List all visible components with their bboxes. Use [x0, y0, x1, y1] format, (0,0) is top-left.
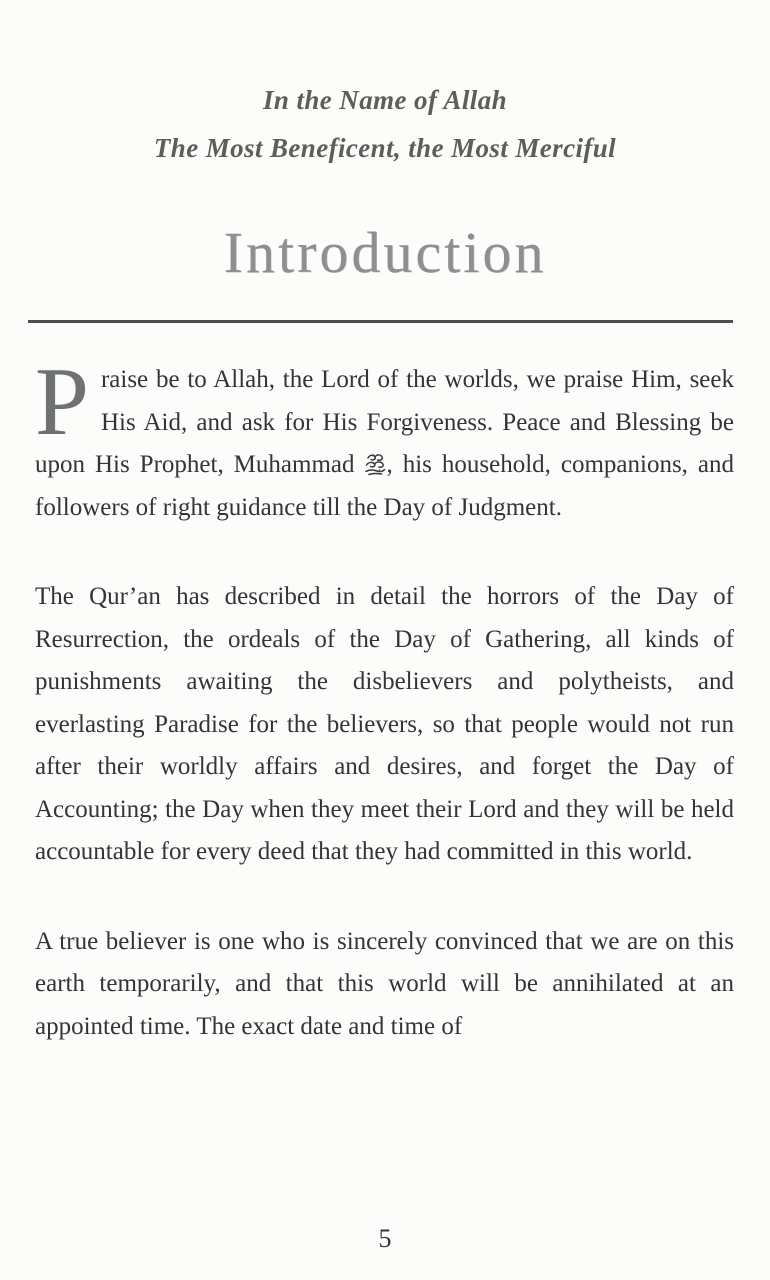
paragraph-1-text-before-honorific: raise be to Allah, the Lord of the worlds, we praise Him, seek His Aid, and ask for His Forgiveness. Peace and Blessing be upon His Prophet, Muhammad — [35, 366, 734, 478]
chapter-title: Introduction — [223, 220, 547, 285]
invocation-line-1: In the Name of Allah — [262, 85, 508, 115]
paragraph-1-text-after-honorific: , his household, companions, and followers of right guidance till the Day of Judgment. — [35, 451, 734, 521]
page-number: 5 — [378, 1224, 392, 1253]
paragraph-3: A true believer is one who is sincerely convinced that we are on this earth temporarily, and that this world will be annihilated at an appointed time. The exact date and time of — [35, 927, 734, 1040]
invocation-block — [0, 76, 770, 172]
invocation-line-2: The Most Beneficent, the Most Merciful — [153, 133, 617, 163]
drop-cap: P — [35, 348, 89, 455]
paragraph-1 — [35, 348, 734, 529]
pbuh-calligraphy-icon — [364, 448, 386, 472]
body-copy — [35, 348, 734, 1048]
title-rule-divider — [28, 320, 733, 323]
paragraph-2: The Qur’an has described in detail the horrors of the Day of Resurrection, the ordeals of the Day of Gathering, all kinds of punishments awaiting the disbelievers and polytheists, and everlasting Paradise for the believers, so that people would not run after their worldly affairs and desires, and forget the Day of Accounting; the Day when they meet their Lord and they will be held accountable for every deed that they had committed in this world. — [35, 583, 734, 865]
